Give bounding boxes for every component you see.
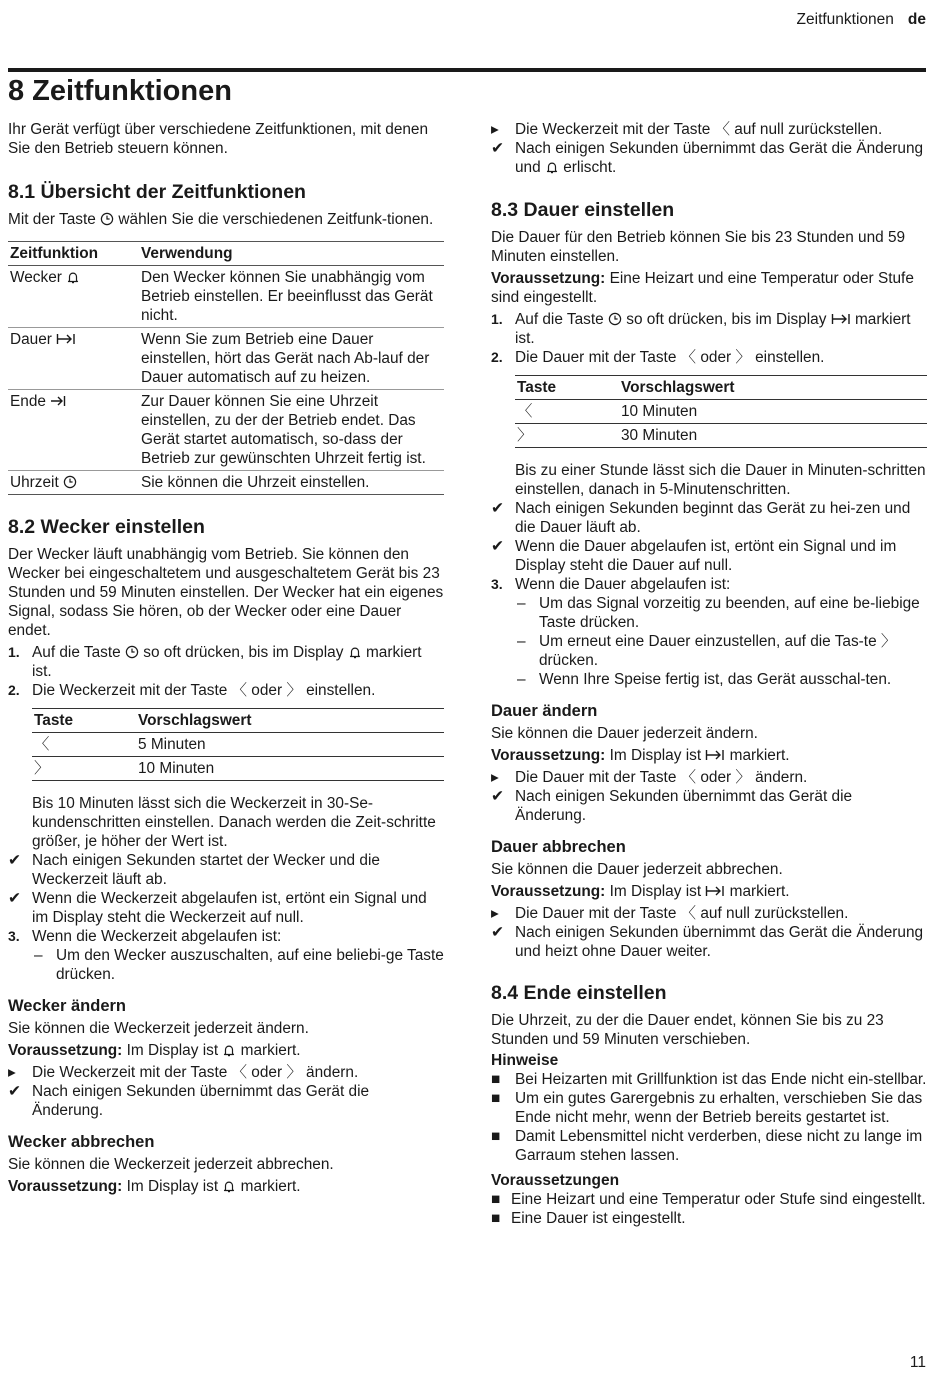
- table-header-row: [515, 376, 927, 400]
- clock-icon: [63, 475, 77, 489]
- check-icon: ✔: [491, 924, 504, 941]
- value-cell: 30 Minuten: [621, 427, 698, 444]
- header-section: Zeitfunktionen: [796, 11, 894, 28]
- list-item: ✔ Nach einigen Sekunden übernimmt das Gerät die Änderung.: [8, 1083, 370, 1119]
- bell-icon: [66, 270, 80, 284]
- bell-icon: [545, 160, 559, 174]
- heading-8-2: 8.2 Wecker einstellen: [8, 516, 205, 538]
- list-item: – Um das Signal vorzeitig zu beenden, auf eine be-liebige Taste drücken.: [517, 595, 920, 631]
- table-row: [32, 757, 444, 781]
- check-icon: ✔: [8, 852, 21, 869]
- table-header-row: [32, 709, 444, 733]
- table-row: [8, 328, 444, 390]
- table-header-row: [8, 242, 444, 266]
- s82-intro: Der Wecker läuft unabhängig vom Betrieb. Sie können den Wecker bei eingeschaltetem und ausgeschaltetem Gerät bis 23 Stunden und 59 Minuten einstellen. Der Wecker hat ein eigenes Signal, sodass Sie hören, ob der Wecker oder eine Dauer endet.: [8, 546, 444, 639]
- check-icon: ✔: [491, 788, 504, 805]
- list-item: – Wenn Ihre Speise fertig ist, das Gerät ausschal-ten.: [517, 671, 892, 688]
- duration-icon: [56, 332, 76, 346]
- header-lang: de: [907, 11, 926, 28]
- key-cell: 〉: [34, 760, 50, 777]
- duration-icon: [705, 884, 725, 898]
- notes-label: Hinweise: [491, 1052, 559, 1069]
- paragraph: Die Uhrzeit, zu der die Dauer endet, können Sie bis zu 23 Stunden und 59 Minuten verschieben.: [491, 1012, 884, 1048]
- list-item: 1. Auf die Taste so oft drücken, bis im Display markiert ist.: [491, 311, 911, 347]
- key-cell: 〈: [517, 403, 533, 420]
- value-cell: 10 Minuten: [138, 760, 215, 777]
- col-header: Taste: [34, 712, 74, 729]
- check-icon: ✔: [8, 1083, 21, 1100]
- heading-dauer-abbrechen: Dauer abbrechen: [491, 838, 626, 856]
- list-item: 2. Die Dauer mit der Taste 〈 oder 〉 einstellen.: [491, 349, 825, 366]
- page-title: 8 Zeitfunktionen: [8, 75, 232, 107]
- square-bullet: ■: [491, 1210, 501, 1227]
- list-item: ✔ Nach einigen Sekunden übernimmt das Gerät die Änderung.: [491, 788, 853, 824]
- end-icon: [50, 394, 66, 408]
- s81-text: Mit der Taste wählen Sie die verschiedenen Zeitfunk-tionen.: [8, 211, 434, 228]
- list-item: ■ Eine Heizart und eine Temperatur oder Stufe sind eingestellt.: [491, 1191, 926, 1208]
- heading-wecker-abbrechen: Wecker abbrechen: [8, 1133, 155, 1151]
- table-row: [8, 266, 444, 328]
- s82-note: Bis 10 Minuten lässt sich die Weckerzeit in 30-Se-kundenschritten einstellen. Danach werden die Zeit-schritte größer, je höher der Wert ist.: [32, 795, 436, 850]
- table-row: [32, 733, 444, 757]
- dash-marker: –: [517, 671, 526, 688]
- dash-marker: –: [517, 633, 526, 650]
- list-item: ✔ Nach einigen Sekunden startet der Wecker und die Weckerzeit läuft ab.: [8, 852, 380, 888]
- precondition: Voraussetzung: Im Display ist markiert.: [491, 883, 790, 900]
- bell-icon: [348, 645, 362, 659]
- paragraph: Sie können die Dauer jederzeit abbrechen.: [491, 861, 783, 878]
- list-item: ✔ Wenn die Weckerzeit abgelaufen ist, ertönt ein Signal und im Display steht die Weckerzeit auf null.: [8, 890, 427, 926]
- square-bullet: ■: [491, 1128, 501, 1145]
- list-item: ■ Eine Dauer ist eingestellt.: [491, 1210, 686, 1227]
- list-item: ■ Bei Heizarten mit Grillfunktion ist das Ende nicht ein-stellbar.: [491, 1071, 927, 1088]
- check-icon: ✔: [491, 538, 504, 555]
- paragraph: Sie können die Weckerzeit jederzeit ändern.: [8, 1020, 309, 1037]
- function-name: Dauer: [10, 331, 52, 348]
- table-row: [515, 424, 927, 448]
- running-header: [797, 10, 926, 29]
- clock-icon: [125, 645, 139, 659]
- heading-8-1: 8.1 Übersicht der Zeitfunktionen: [8, 181, 306, 203]
- list-item: ✔ Nach einigen Sekunden beginnt das Gerät zu hei-zen und die Dauer läuft ab.: [491, 500, 911, 536]
- list-item: ✔ Nach einigen Sekunden übernimmt das Gerät die Änderung und erlischt.: [491, 140, 924, 176]
- precondition: Voraussetzung: Im Display ist markiert.: [8, 1178, 301, 1195]
- heading-8-3: 8.3 Dauer einstellen: [491, 199, 675, 221]
- right-column: [491, 120, 927, 1228]
- s83-note: Bis zu einer Stunde lässt sich die Dauer in Minuten-schritten einstellen, danach in 5-Minutenschritten.: [515, 462, 926, 498]
- overview-table: [8, 241, 444, 495]
- table-row: [8, 390, 444, 471]
- heading-8-4: 8.4 Ende einstellen: [491, 982, 667, 1004]
- function-use: Wenn Sie zum Betrieb eine Dauer einstellen, hört das Gerät nach Ab-lauf der Dauer automatisch auf zu heizen.: [141, 331, 430, 386]
- col-header: Vorschlagswert: [138, 712, 252, 729]
- precondition: Voraussetzung: Im Display ist markiert.: [8, 1042, 301, 1059]
- function-use: Den Wecker können Sie unabhängig vom Betrieb einstellen. Er beeinflusst das Gerät nicht.: [141, 269, 433, 324]
- check-icon: ✔: [8, 890, 21, 907]
- function-use: Sie können die Uhrzeit einstellen.: [141, 474, 370, 491]
- list-item: 1. Auf die Taste so oft drücken, bis im Display markiert ist.: [8, 644, 422, 680]
- function-name: Wecker: [10, 269, 62, 286]
- bell-icon: [222, 1179, 236, 1193]
- check-icon: ✔: [491, 500, 504, 517]
- table-row: [8, 471, 444, 495]
- heading-dauer-aendern: Dauer ändern: [491, 702, 598, 720]
- function-name: Ende: [10, 393, 46, 410]
- left-key-icon: 〈: [231, 682, 247, 699]
- action-marker: ▸: [491, 121, 499, 138]
- action-marker: ▸: [491, 769, 499, 786]
- heading-wecker-aendern: Wecker ändern: [8, 997, 126, 1015]
- left-column: [8, 120, 444, 1196]
- list-item: ■ Damit Lebensmittel nicht verderben, diese nicht zu lange im Garraum stehen lassen.: [491, 1128, 923, 1164]
- duration-icon: [705, 748, 725, 762]
- col-header: Verwendung: [141, 245, 233, 262]
- duration-icon: [831, 312, 851, 326]
- right-key-icon: 〉: [286, 682, 302, 699]
- list-item: 2. Die Weckerzeit mit der Taste 〈 oder 〉 einstellen.: [8, 682, 376, 699]
- wecker-value-table: [32, 708, 444, 781]
- preconditions-label: Voraussetzungen: [491, 1172, 620, 1189]
- precondition: Voraussetzung: Im Display ist markiert.: [491, 747, 790, 764]
- paragraph: Sie können die Dauer jederzeit ändern.: [491, 725, 758, 742]
- key-cell: 〉: [517, 427, 533, 444]
- value-cell: 5 Minuten: [138, 736, 206, 753]
- list-item: ■ Um ein gutes Garergebnis zu erhalten, verschieben Sie das Ende nicht mehr, wenn der Betrieb bereits gestartet ist.: [491, 1090, 923, 1126]
- square-bullet: ■: [491, 1191, 501, 1208]
- action-marker: ▸: [8, 1064, 16, 1081]
- bell-icon: [222, 1043, 236, 1057]
- col-header: Vorschlagswert: [621, 379, 735, 396]
- function-use: Zur Dauer können Sie eine Uhrzeit einstellen, zu der der Betrieb endet. Das Gerät startet automatisch, so-dass der Betrieb zur gewünschten Uhrzeit fertig ist.: [141, 393, 426, 467]
- list-item: – Um den Wecker auszuschalten, auf eine beliebi-ge Taste drücken.: [34, 947, 444, 983]
- table-row: [515, 400, 927, 424]
- col-header: Taste: [517, 379, 557, 396]
- list-item: ▸ Die Weckerzeit mit der Taste 〈 auf null zurückstellen.: [491, 121, 883, 138]
- square-bullet: ■: [491, 1090, 501, 1107]
- dash-marker: –: [517, 595, 526, 612]
- square-bullet: ■: [491, 1071, 501, 1088]
- list-item: 3. Wenn die Dauer abgelaufen ist:: [491, 576, 731, 593]
- list-item: ▸ Die Weckerzeit mit der Taste 〈 oder 〉 ändern.: [8, 1064, 359, 1081]
- action-marker: ▸: [491, 905, 499, 922]
- paragraph: Die Dauer für den Betrieb können Sie bis 23 Stunden und 59 Minuten einstellen.: [491, 229, 906, 265]
- function-name: Uhrzeit: [10, 474, 59, 491]
- list-item: ✔ Nach einigen Sekunden übernimmt das Gerät die Änderung und heizt ohne Dauer weiter.: [491, 924, 924, 960]
- value-cell: 10 Minuten: [621, 403, 698, 420]
- list-item: – Um erneut eine Dauer einzustellen, auf die Tas-te 〉 drücken.: [517, 633, 897, 669]
- intro-text: Ihr Gerät verfügt über verschiedene Zeitfunktionen, mit denen Sie den Betrieb steuern können.: [8, 121, 429, 157]
- list-item: ✔ Wenn die Dauer abgelaufen ist, ertönt ein Signal und im Display steht die Dauer auf null.: [491, 538, 897, 574]
- clock-icon: [608, 312, 622, 326]
- check-icon: ✔: [491, 140, 504, 157]
- header-rule: [8, 68, 926, 72]
- precondition: Voraussetzung: Eine Heizart und eine Temperatur oder Stufe sind eingestellt.: [491, 270, 914, 306]
- list-item: ▸ Die Dauer mit der Taste 〈 oder 〉 ändern.: [491, 769, 808, 786]
- dauer-value-table: [515, 375, 927, 448]
- page-number: 11: [909, 1354, 926, 1371]
- key-cell: 〈: [34, 736, 50, 753]
- paragraph: Sie können die Weckerzeit jederzeit abbrechen.: [8, 1156, 334, 1173]
- dash-marker: –: [34, 947, 43, 964]
- list-item: ▸ Die Dauer mit der Taste 〈 auf null zurückstellen.: [491, 905, 849, 922]
- col-header: Zeitfunktion: [10, 245, 99, 262]
- list-item: 3. Wenn die Weckerzeit abgelaufen ist:: [8, 928, 282, 945]
- clock-icon: [100, 212, 114, 226]
